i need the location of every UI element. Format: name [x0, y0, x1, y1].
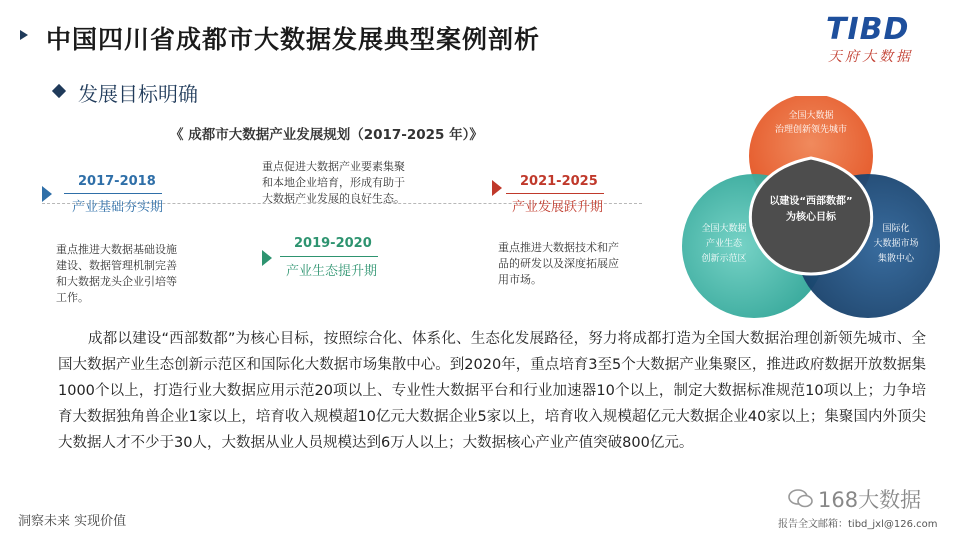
venn-left-line-3: 创新示范区	[701, 254, 747, 264]
tibd-logo	[826, 12, 936, 64]
stage-3-description: 重点推进大数据技术和产品的研发以及深度拓展应用市场。	[498, 241, 619, 286]
venn-left-line-2: 产业生态	[705, 239, 743, 249]
footer-slogan: 洞察未来 实现价值	[18, 514, 127, 529]
venn-left-line-1: 全国大数据	[701, 224, 747, 234]
stage-2-years: 2019-2020	[294, 236, 372, 251]
stage-3-label: 产业发展跃升期	[512, 200, 604, 215]
venn-right-line-2: 大数据市场	[873, 239, 919, 249]
stage-1-arrow-icon	[42, 186, 52, 202]
footer-email: 报告全文邮箱：tibd_jxl@126.com	[778, 519, 938, 530]
stage-1-years: 2017-2018	[78, 174, 156, 189]
venn-right-line-3: 集散中心	[877, 254, 915, 264]
body-paragraph: 成都以建设“西部数都”为核心目标，按照综合化、体系化、生态化发展路径，努力将成都打造为全国大数据治理创新领先城市、全国大数据产业生态创新示范区和国际化大数据市场集散中心。到2020年，重点培育3至5个大数据产业集聚区，推进政府数据开放数据集1000个以上，打造行业大数据应用示范20项以上、专业性大数据平台和行业加速器10个以上，制定大数据标准规范10项以上；力争培育大数据独角兽企业1家以上，培育收入规模超10亿元大数据企业5家以上，培育收入规模超亿元大数据企业40家以上；集聚国内外顶尖大数据人才不少于30人，大数据从业人员规模达到6万人以上；大数据核心产业产值突破800亿元。	[58, 331, 926, 451]
venn-center-line-1: 以建设“西部数都”	[769, 196, 853, 207]
goals-venn-diagram	[676, 96, 946, 326]
venn-top-line-2: 治理创新领先城市	[774, 125, 848, 135]
venn-right-line-1: 国际化	[882, 224, 910, 234]
stage-2-label: 产业生态提升期	[286, 264, 378, 279]
plan-title: 《 成都市大数据产业发展规划（2017-2025 年）》	[170, 127, 483, 143]
title-arrow-icon	[20, 30, 28, 40]
stage-2-divider	[280, 256, 378, 257]
stage-1-divider	[64, 193, 162, 194]
page-title: 中国四川省成都市大数据发展典型案例剖析	[46, 25, 541, 54]
section-subtitle: 发展目标明确	[78, 82, 198, 106]
stage-2-arrow-icon	[262, 250, 272, 266]
stage-3-years: 2021-2025	[520, 174, 598, 189]
watermark-text: 168大数据	[818, 488, 922, 512]
stage-1-description: 重点推进大数据基础设施建设、数据管理机制完善和大数据龙头企业引培等工作。	[56, 243, 177, 304]
stage-1-label: 产业基础夯实期	[72, 200, 164, 215]
stage-2-description: 重点促进大数据产业要素集聚和本地企业培育，形成有助于大数据产业发展的良好生态。	[262, 160, 405, 205]
venn-top-line-1: 全国大数据	[788, 111, 834, 121]
logo-sub-text: 天府大数据	[828, 49, 913, 65]
logo-main-text: TIBD	[826, 12, 910, 47]
diamond-bullet-icon	[52, 84, 66, 98]
venn-center-line-2: 为核心目标	[786, 212, 836, 223]
stage-3-arrow-icon	[492, 180, 502, 196]
wechat-icon	[788, 488, 814, 510]
stage-3-divider	[506, 193, 604, 194]
